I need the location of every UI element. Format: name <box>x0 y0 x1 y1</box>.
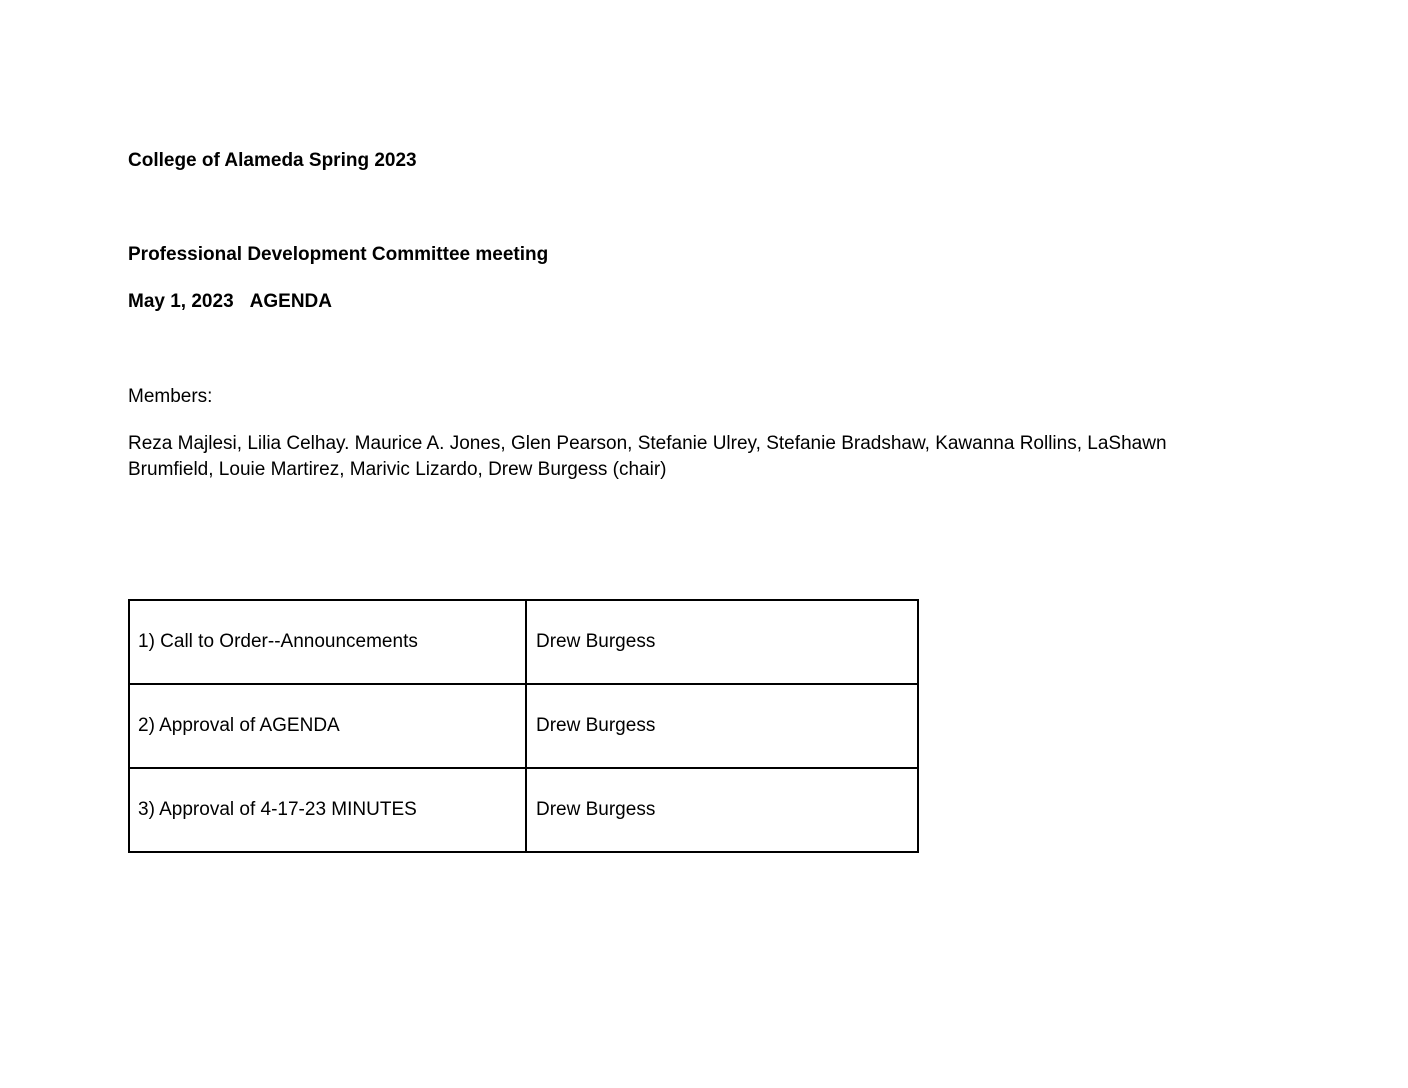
table-row <box>129 768 918 852</box>
college-title: College of Alameda Spring 2023 <box>128 150 417 171</box>
agenda-presenter: Drew Burgess <box>526 600 918 684</box>
agenda-item: 3) Approval of 4-17-23 MINUTES <box>129 768 526 852</box>
document-type: AGENDA <box>249 291 332 312</box>
committee-title: Professional Development Committee meeting <box>128 244 549 265</box>
members-label: Members: <box>128 386 213 407</box>
agenda-presenter: Drew Burgess <box>526 684 918 768</box>
meeting-date-line <box>128 289 332 315</box>
table-row <box>129 600 918 684</box>
agenda-item: 1) Call to Order--Announcements <box>129 600 526 684</box>
table-row <box>129 684 918 768</box>
members-list: Reza Majlesi, Lilia Celhay. Maurice A. Jones, Glen Pearson, Stefanie Ulrey, Stefanie Bradshaw, Kawanna Rollins, LaShawn Brumfield, Louie Martirez, Marivic Lizardo, Drew Burgess (chair) <box>128 433 1167 480</box>
agenda-table <box>128 599 919 853</box>
meeting-date: May 1, 2023 <box>128 291 234 312</box>
agenda-item: 2) Approval of AGENDA <box>129 684 526 768</box>
agenda-presenter: Drew Burgess <box>526 768 918 852</box>
